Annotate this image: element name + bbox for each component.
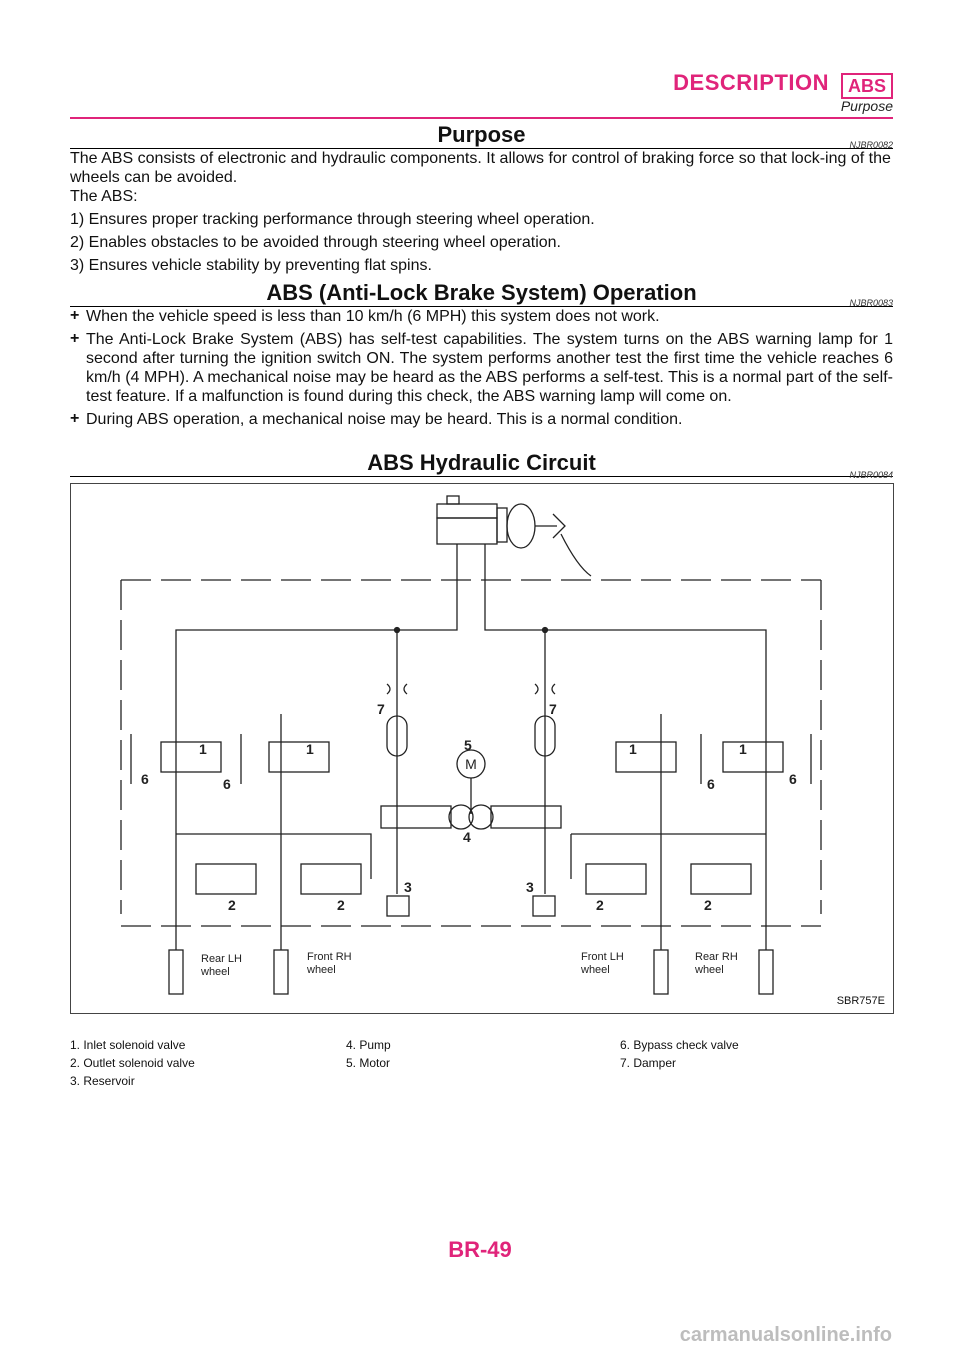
callout-7: 7 [549, 701, 557, 717]
callout-1: 1 [629, 741, 637, 757]
legend-item: 4. Pump [346, 1038, 391, 1052]
wheel-label: Rear LH [201, 953, 242, 965]
operation-bullet-text: When the vehicle speed is less than 10 km/h (6 MPH) this system does not work. [86, 308, 660, 325]
operation-bullet [70, 410, 893, 429]
valve-bank-left [131, 714, 371, 904]
wheel-label: wheel [695, 964, 724, 976]
operation-code: NJBR0083 [849, 298, 893, 308]
callout-3: 3 [404, 879, 412, 895]
header-badge: ABS [841, 73, 893, 99]
wheel-rear-lh [169, 950, 242, 994]
callout-4: 4 [463, 829, 471, 845]
reservoir-right [533, 896, 555, 916]
legend-column-1 [70, 1036, 195, 1090]
callout-6: 6 [141, 771, 149, 787]
callout-6: 6 [789, 771, 797, 787]
watermark: carmanualsonline.info [679, 1324, 892, 1346]
purpose-code: NJBR0082 [849, 140, 893, 150]
circuit-section [70, 450, 893, 480]
operation-bullet [70, 307, 893, 326]
bullet-mark: + [70, 307, 80, 324]
callout-1: 1 [306, 741, 314, 757]
purpose-heading: Purpose [437, 122, 526, 147]
wheel-label: wheel [307, 964, 336, 976]
callout-1: 1 [739, 741, 747, 757]
reservoir-left [387, 896, 409, 916]
header-subtitle: Purpose [840, 98, 893, 114]
callout-2: 2 [228, 897, 236, 913]
purpose-item-1: 1) Ensures proper tracking performance through steering wheel operation. [70, 211, 595, 228]
wheel-label: Front LH [581, 951, 624, 963]
callout-2: 2 [337, 897, 345, 913]
legend-item: 7. Damper [620, 1056, 677, 1070]
purpose-section [70, 122, 893, 275]
motor-label: M [465, 756, 477, 772]
legend-item: 5. Motor [346, 1056, 391, 1070]
legend-column-3 [620, 1036, 739, 1072]
wheel-front-lh [580, 950, 668, 994]
wheel-rear-rh [694, 950, 773, 994]
operation-bullet-text: During ABS operation, a mechanical noise may be heard. This is a normal condition. [86, 411, 683, 428]
callout-6: 6 [707, 776, 715, 792]
motor-pump [381, 750, 561, 829]
callout-6: 6 [223, 776, 231, 792]
legend-item: 1. Inlet solenoid valve [70, 1038, 186, 1052]
page-number: BR-49 [448, 1237, 512, 1262]
callout-3: 3 [526, 879, 534, 895]
wheel-label: wheel [581, 964, 610, 976]
callout-5: 5 [464, 737, 472, 753]
header-title: DESCRIPTION [673, 70, 829, 95]
callout-2: 2 [704, 897, 712, 913]
callout-7: 7 [377, 701, 385, 717]
legend-item: 6. Bypass check valve [620, 1038, 739, 1052]
callout-2: 2 [596, 897, 604, 913]
bullet-mark: + [70, 410, 80, 427]
circuit-diagram [71, 484, 893, 1013]
wheel-front-rh [274, 950, 352, 994]
bullet-mark: + [70, 330, 80, 347]
purpose-intro: The ABS consists of electronic and hydraulic components. It allows for control of braking force so that lock-ing of the wheels can be avoided. [70, 150, 891, 186]
legend-item: 3. Reservoir [70, 1074, 135, 1088]
operation-heading: ABS (Anti-Lock Brake System) Operation [266, 280, 697, 305]
header-rule [70, 117, 893, 119]
legend-column-2 [346, 1036, 391, 1072]
operation-section [70, 280, 893, 429]
operation-bullet-text: The Anti-Lock Brake System (ABS) has self-test capabilities. The system turns on the ABS warning lamp for 1 second after turning the ignition switch ON. The system performs another test the first time the vehicle reaches 6 km/h (4 MPH). A mechanical noise may be heard as the ABS performs a self-test. This is a normal part of the self-test feature. If a malfunction is found during this check, the ABS warning lamp will come on. [86, 331, 893, 405]
master-cylinder [437, 496, 591, 576]
circuit-heading: ABS Hydraulic Circuit [367, 450, 596, 475]
callout-1: 1 [199, 741, 207, 757]
operation-bullet [70, 330, 893, 406]
brake-line-outer [121, 580, 821, 926]
legend-item: 2. Outlet solenoid valve [70, 1056, 195, 1070]
wheel-label: Rear RH [695, 951, 738, 963]
figure-code: SBR757E [836, 995, 885, 1007]
valve-bank-right [571, 714, 811, 904]
wheel-label: Front RH [307, 951, 352, 963]
circuit-rule [70, 476, 893, 477]
purpose-item-3: 3) Ensures vehicle stability by preventing flat spins. [70, 257, 432, 274]
hydraulic-circuit-figure [70, 483, 894, 1014]
circuit-code: NJBR0084 [849, 470, 893, 480]
wheel-label: wheel [201, 966, 230, 978]
purpose-lead: The ABS: [70, 188, 138, 205]
purpose-item-2: 2) Enables obstacles to be avoided through steering wheel operation. [70, 234, 561, 251]
